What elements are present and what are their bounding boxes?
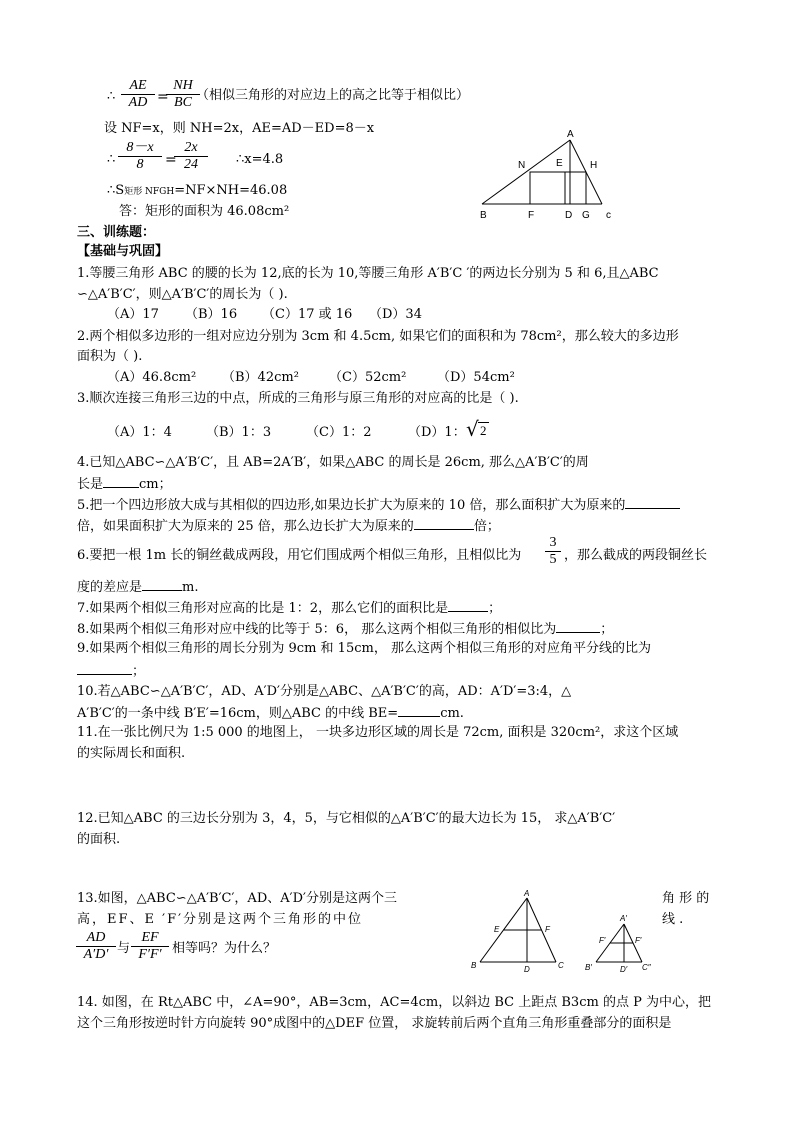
fraction-3-5: [545, 535, 561, 568]
q10-line1: 10.若△ABC∽△A′B′C′，AD、A′D′分别是△ABC、△A′B′C′的高，AD：A′D′=3:4，△: [77, 684, 572, 699]
numerator: EF: [131, 930, 169, 947]
fraction-nh-bc: [166, 78, 200, 111]
big-label-d: D: [524, 965, 530, 974]
therefore-sign: ∴: [107, 152, 116, 167]
q6-line1b: ，那么截成的两段铜丝长: [564, 548, 708, 563]
q9-line2: [77, 662, 145, 680]
q14-line2: 这个三角形按逆时针方向旋转 90°成图中的△DEF 位置， 求旋转前后两个直角三角形重叠部分的面积是: [77, 1016, 672, 1031]
setup-line: 设 NF=x，则 NH=2x，AE=AD－ED=8－x: [104, 121, 375, 136]
q1-option-a: （A）17: [107, 307, 159, 322]
q4-line2: [77, 475, 172, 493]
label-c: c: [606, 210, 611, 221]
q10-line2: [77, 704, 464, 722]
numerator: 3: [545, 535, 561, 552]
fraction-ae-ad: [121, 78, 155, 111]
q11-line2: 的实际周长和面积.: [77, 746, 186, 761]
q10-answer-blank[interactable]: [398, 704, 440, 717]
q8-text: 8.如果两个相似三角形对应中线的比等于 5：6， 那么这两个相似三角形的相似比为: [77, 622, 557, 637]
small-label-c: C″: [642, 963, 651, 972]
section-title: 三、训练题：: [77, 225, 156, 240]
q4-answer-blank[interactable]: [103, 475, 139, 488]
q6-line1a: 6.要把一根 1m 长的铜丝截成两段，用它们围成两个相似三角形，且相似比为: [77, 548, 522, 563]
big-label-b: B: [471, 961, 477, 970]
q10-text-b: cm.: [440, 706, 464, 721]
q12-line2: 的面积.: [77, 832, 121, 847]
q2-line1: 2.两个相似多边形的一组对应边分别为 3cm 和 4.5cm, 如果它们的面积和为 78cm²，那么较大的多边形: [77, 329, 679, 344]
q6-answer-blank[interactable]: [142, 578, 182, 591]
q7-answer-blank[interactable]: [448, 599, 488, 612]
numerator: AD: [76, 930, 116, 947]
q1-line2: ∽△A′B′C′，则△A′B′C′的周长为（ ).: [77, 287, 288, 302]
big-label-a: A: [524, 890, 530, 898]
small-label-e: F′: [599, 936, 606, 945]
q5-answer-blank-1[interactable]: [625, 496, 680, 509]
denominator: A′D′: [83, 947, 109, 962]
label-b: B: [480, 210, 487, 221]
fraction-8-minus-x: [118, 140, 162, 173]
q6-line2: [77, 578, 198, 596]
q1-option-b: （B）16: [185, 307, 238, 322]
q7-line: [77, 599, 501, 617]
equals-sign: =: [165, 152, 177, 168]
q3-option-c: （C）1：2: [306, 425, 372, 440]
small-label-a: A′: [620, 914, 627, 923]
big-label-c: C: [558, 961, 564, 970]
q3-option-d: （D）1：: [408, 425, 466, 440]
q6-text-b: m.: [182, 580, 199, 595]
small-label-f: F′: [635, 936, 642, 945]
q2-line2: 面积为（ ).: [77, 349, 143, 364]
q7-end: ；: [488, 601, 502, 616]
numerator: NH: [166, 78, 200, 95]
numerator: 2x: [174, 140, 208, 157]
q2-option-a: （A）46.8cm²: [107, 370, 197, 385]
x-result: ∴x=4.8: [236, 152, 284, 167]
area-rest: =NF×NH=46.08: [174, 183, 288, 198]
q13-line2a: 高，EF、E ′F′分别是这两个三角形的中位: [77, 912, 364, 927]
q5-text-a: 5.把一个四边形放大成与其相似的四边形,如果边长扩大为原来的 10 倍，那么面积扩大为原来的: [77, 498, 626, 513]
small-label-b: B′: [585, 963, 592, 972]
q1-option-c: （C）17 或 16: [262, 307, 353, 322]
fraction-ef-f-prime-f-prime: [131, 930, 169, 963]
label-d: D: [565, 210, 573, 221]
q12-line1: 12.已知△ABC 的三边长分别为 3，4，5，与它相似的△A′B′C′的最大边长为 15， 求△A′B′C′: [77, 811, 616, 826]
q13-line1b: 角 形 的: [662, 891, 710, 906]
q9-end: ；: [132, 664, 146, 679]
triangle-rectangle-figure: [470, 126, 630, 226]
q4-text-b: cm；: [139, 477, 172, 492]
section-subtitle: 【基础与巩固】: [77, 244, 169, 259]
fraction-ad-a-prime-d-prime: [76, 930, 116, 963]
sqrt-symbol: √: [466, 417, 479, 441]
label-a: A: [567, 129, 574, 140]
big-label-f: F: [545, 925, 550, 934]
denominator: 24: [184, 157, 198, 172]
numerator: AE: [121, 78, 155, 95]
denominator: BC: [174, 95, 192, 110]
therefore-sign: ∴: [107, 89, 116, 104]
numerator: 8－x: [118, 140, 162, 157]
denominator: 8: [136, 157, 144, 172]
small-label-d: D′: [620, 965, 628, 974]
q10-text-a: A′B′C′的一条中线 B′E′=16cm，则△ABC 的中线 BE=: [77, 706, 399, 721]
area-subscript: 矩形 NFGH: [124, 187, 175, 197]
q8-end: ；: [600, 622, 614, 637]
q4-text-a: 长是: [77, 477, 104, 492]
q8-line: [77, 620, 613, 638]
q3-option-b: （B）1：3: [206, 425, 272, 440]
similar-triangles-figure: [466, 890, 656, 974]
label-g: G: [582, 210, 590, 221]
q13-tail: 相等吗？为什么？: [172, 941, 277, 956]
label-e: E: [556, 158, 563, 169]
label-n: N: [518, 160, 526, 171]
q5-line2: [77, 517, 500, 535]
label-h: H: [590, 160, 598, 171]
denominator: 5: [549, 552, 557, 567]
q2-option-d: （D）54cm²: [437, 370, 515, 385]
q9-line1: 9.如果两个相似三角形的周长分别为 9cm 和 15cm， 那么这两个相似三角形的对应角平分线的比为: [77, 641, 651, 656]
q2-option-b: （B）42cm²: [222, 370, 299, 385]
q14-line1: 14. 如图，在 Rt△ABC 中，∠A=90°，AB=3cm，AC=4cm，以斜边 BC 上距点 B3cm 的点 P 为中心，把: [77, 995, 711, 1010]
denominator: AD: [128, 95, 148, 110]
q5-text-b: 倍，如果面积扩大为原来的 25 倍，那么边长扩大为原来的: [77, 519, 414, 534]
q9-answer-blank[interactable]: [77, 662, 132, 675]
q1-line1: 1.等腰三角形 ABC 的腰的长为 12,底的长为 10,等腰三角形 A′B′C ′的两边长分别为 5 和 6,且△ABC: [77, 266, 659, 281]
fraction-2x-24: [174, 140, 208, 173]
answer-line: 答：矩形的面积为 46.08cm²: [119, 204, 290, 219]
q13-line1a: 13.如图，△ABC∽△A′B′C′，AD、A′D′分别是这两个三: [77, 891, 397, 906]
q3-option-a: （A）1：4: [107, 425, 172, 440]
q6-text-a: 度的差应是: [77, 580, 143, 595]
q2-option-c: （C）52cm²: [329, 370, 407, 385]
big-label-e: E: [494, 925, 500, 934]
q1-option-d: （D）34: [369, 307, 422, 322]
q13-line2b: 线 .: [662, 912, 684, 927]
denominator: F′F′: [138, 947, 162, 962]
area-prefix: ∴S: [107, 183, 125, 198]
q5-text-c: 倍；: [473, 519, 500, 534]
theorem-note: （相似三角形的对应边上的高之比等于相似比）: [196, 88, 470, 103]
q7-text: 7.如果两个相似三角形对应高的比是 1：2，那么它们的面积比是: [77, 601, 449, 616]
q5-line1: [77, 496, 680, 514]
q11-line1: 11.在一张比例尺为 1:5 000 的地图上， 一块多边形区域的周长是 72cm, 面积是 320cm²，求这个区域: [77, 725, 679, 740]
q13-connector: 与: [117, 941, 131, 956]
q8-answer-blank[interactable]: [556, 620, 600, 633]
equals-sign: =: [157, 89, 169, 105]
q3-line1: 3.顺次连接三角形三边的中点，所成的三角形与原三角形的对应高的比是（ ).: [77, 391, 519, 406]
q4-line1: 4.已知△ABC∽△A′B′C′，且 AB=2A′B′，如果△ABC 的周长是 26cm, 那么△A′B′C′的周: [77, 455, 589, 470]
q5-answer-blank-2[interactable]: [414, 517, 474, 530]
sqrt-radicand: 2: [480, 423, 487, 438]
area-line: [107, 183, 287, 200]
label-f: F: [528, 210, 535, 221]
